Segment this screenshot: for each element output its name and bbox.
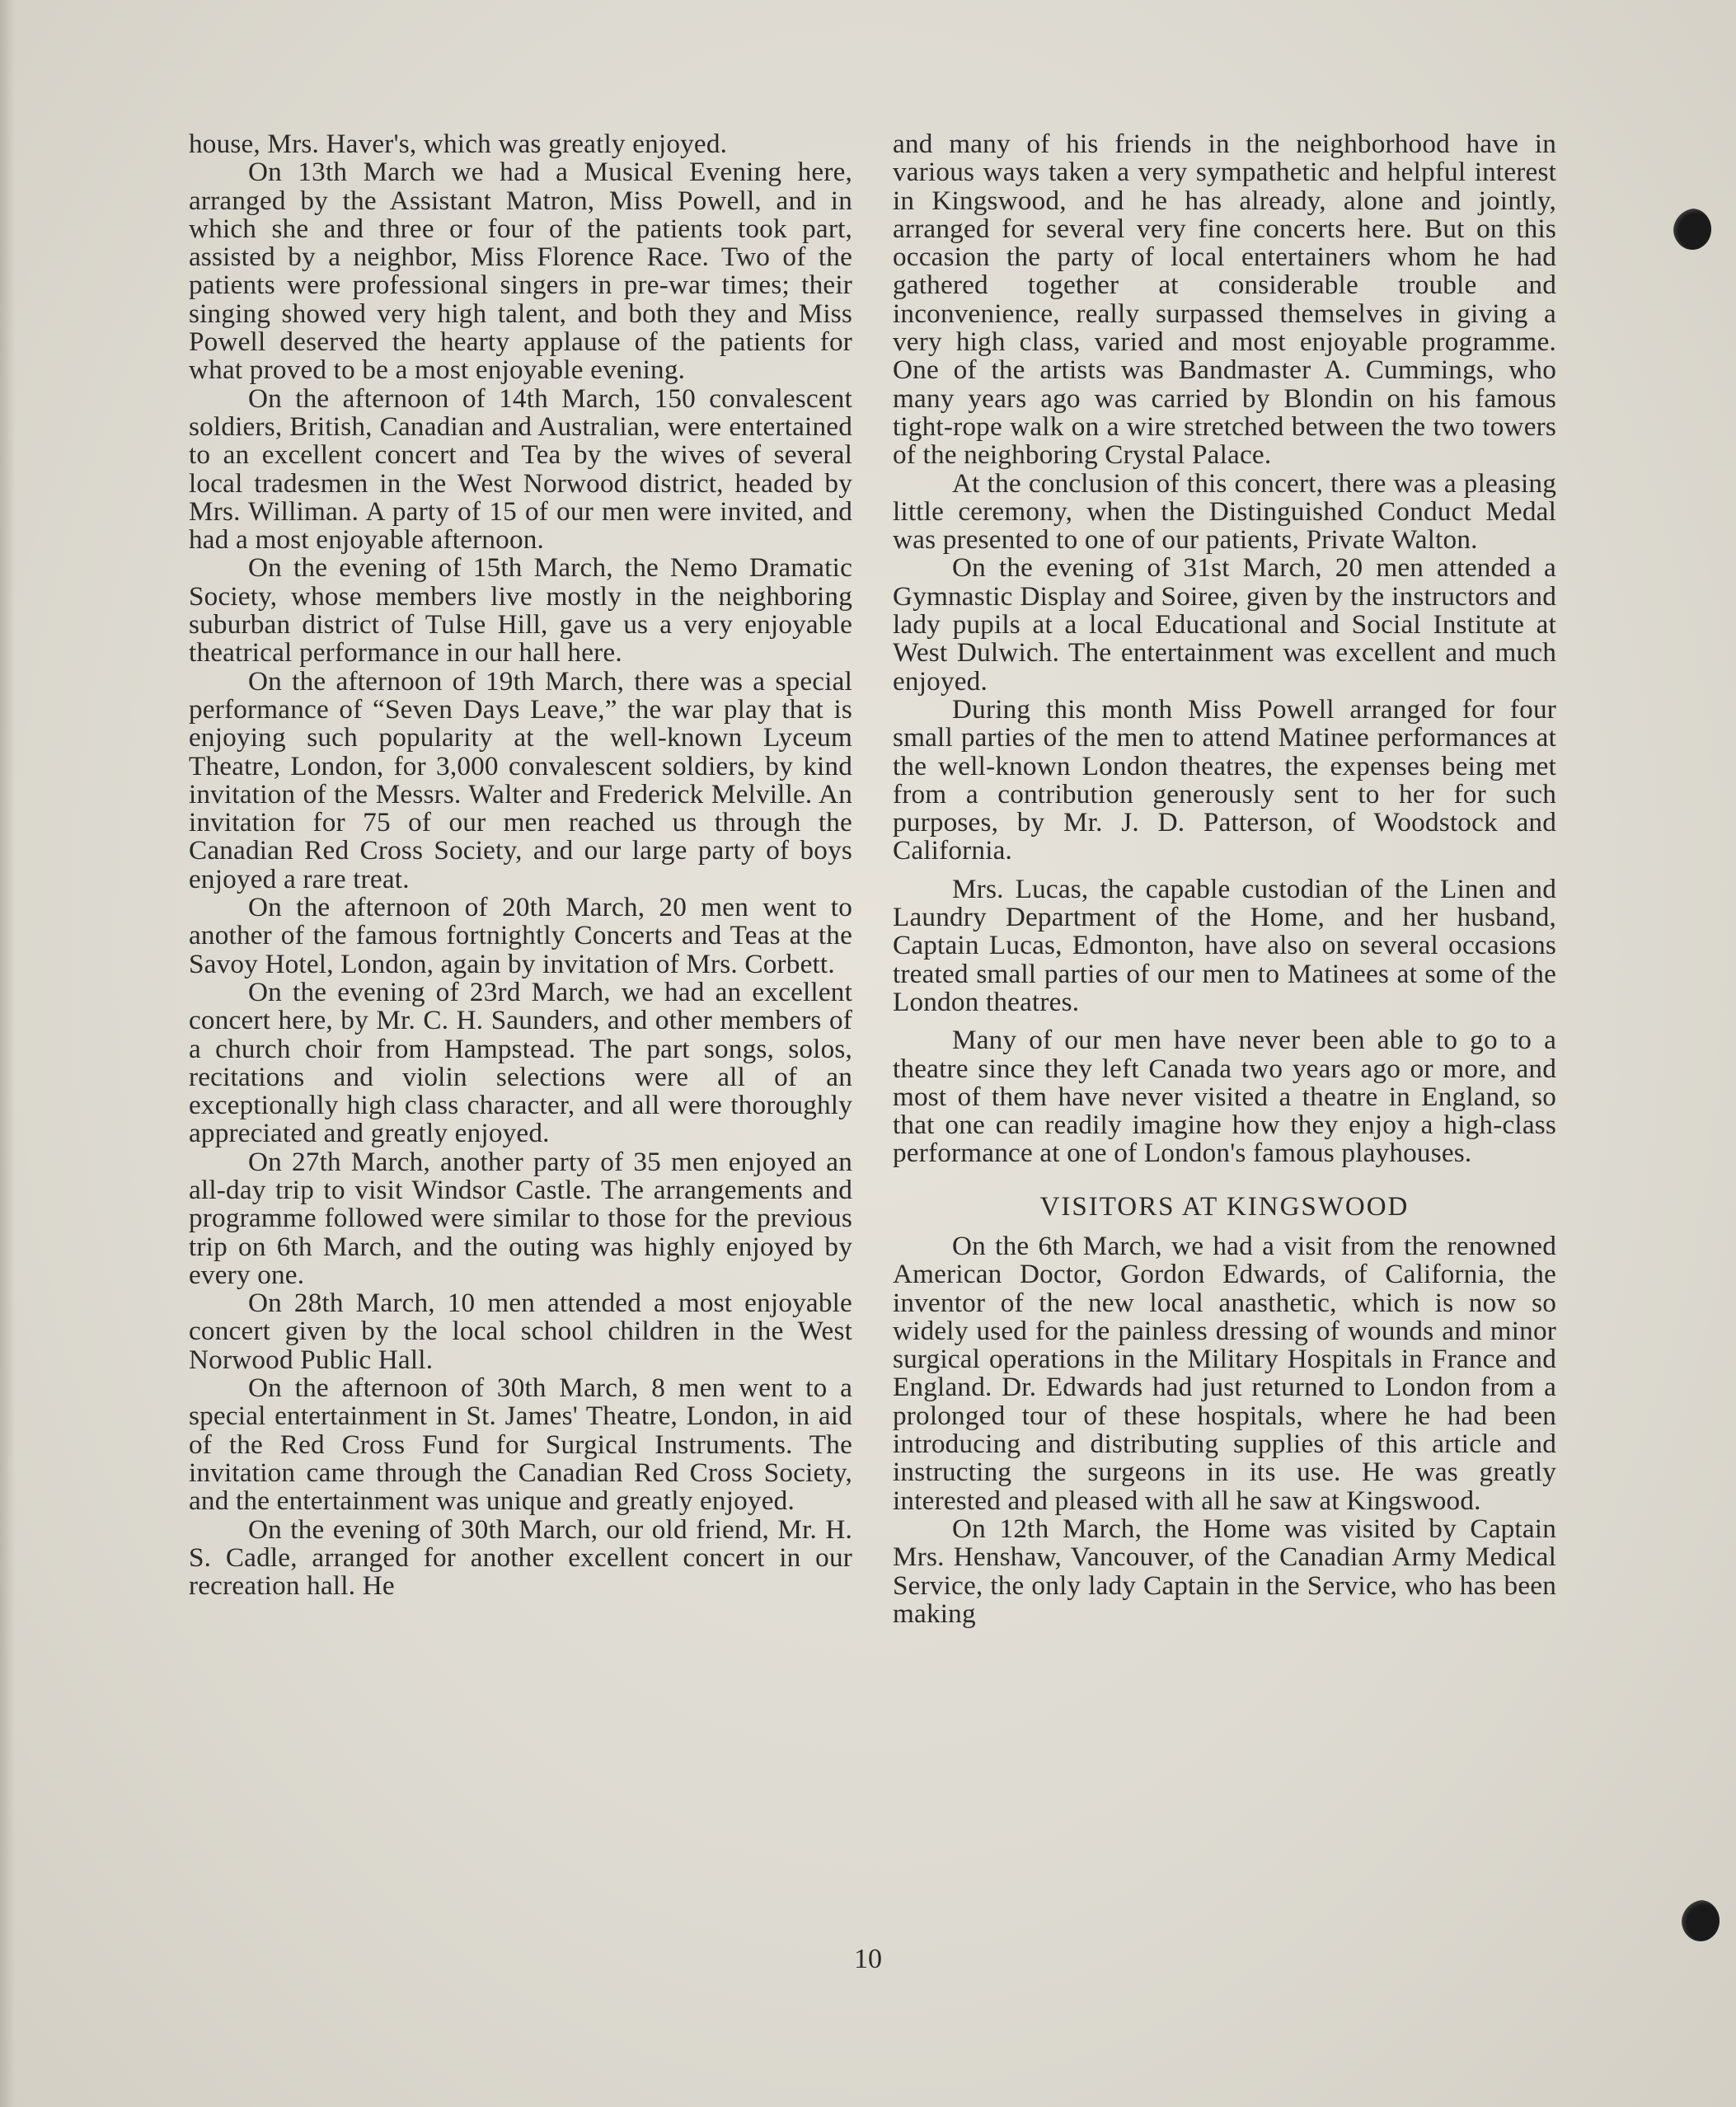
paragraph: and many of his friends in the neighborhood have in various ways taken a very sympathetic and helpful interest in Kingswood, and he has already, alone and jointly, arranged for several very fine concerts here. But on this occasion the party of local entertainers whom he had gathered together at considerable trouble and inconvenience, really surpassed themselves in giving a very high class, varied and most enjoyable programme. One of the artists was Bandmaster A. Cummings, who many years ago was carried by Blondin on his famous tight-rope walk on a wire stretched between the two towers of the neighboring Crystal Palace. [893,129,1556,471]
paragraph: At the conclusion of this concert, there was a pleasing little ceremony, when the Distinguished Conduct Medal was presented to one of our patients, Private Walton. [893,467,1556,556]
binding-edge-shadow [0,0,15,2107]
paragraph: Many of our men have never been able to go to a theatre since they left Canada two years ago or more, and most of them have never visited a theatre in England, so that one can readily imagine how they enjoy a high-class performance at one of London's famous playhouses. [893,1025,1556,1169]
paragraph: On the afternoon of 30th March, 8 men went to a special entertainment in St. James' Theatre, London, in aid of the Red Cross Fund for Surgical Instruments. The invitation came through the Canadian Red Cross Society, and the entertainment was unique and greatly enjoyed. [189,1373,852,1517]
paragraph: On 13th March we had a Musical Evening here, arranged by the Assistant Matron, Miss Powell, and in which she and three or four of the patients took part, assisted by a neighbor, Miss Florence Race. Two of the patients were professional singers in pre-war times; their singing showed very high talent, and both they and Miss Powell deserved the hearty applause of the patients for what proved to be a most enjoyable evening. [189,157,852,386]
paragraph: house, Mrs. Haver's, which was greatly enjoyed. [189,129,728,159]
paragraph: On the evening of 30th March, our old friend, Mr. H. S. Cadle, arranged for another excellent concert in our recreation hall. He [189,1513,852,1602]
paragraph: On 28th March, 10 men attended a most enjoyable concert given by the local school children in the West Norwood Public Hall. [189,1288,852,1375]
page-number: 10 [854,1944,882,1974]
punch-hole [1673,209,1711,250]
paragraph: On 12th March, the Home was visited by Captain Mrs. Henshaw, Vancouver, of the Canadian Army Medical Service, the only lady Captain in the Service, who has been making [893,1513,1556,1629]
paragraph: On the afternoon of 20th March, 20 men went to another of the famous fortnightly Concerts and Teas at the Savoy Hotel, London, again by invitation of Mrs. Corbett. [189,892,852,979]
paragraph: On the afternoon of 19th March, there was a special performance of “Seven Days Leave,” the war play that is enjoying such popularity at the well-known Lyceum Theatre, London, for 3,000 convalescent soldiers, by kind invitation of the Messrs. Walter and Frederick Melville. An invitation for 75 of our men reached us through the Canadian Red Cross Society, and our large party of boys enjoyed a rare treat. [189,665,852,894]
paragraph: On the evening of 23rd March, we had an excellent concert here, by Mr. C. H. Saunders, and other members of a church choir from Hampstead. The part songs, solos, recitations and violin selections were all of an exceptionally high class character, and all were thoroughly appreciated and greatly enjoyed. [189,976,852,1149]
left-column [189,130,852,1600]
punch-hole [1682,1900,1720,1941]
paragraph: On the evening of 15th March, the Nemo Dramatic Society, whose members live mostly in the neighboring suburban district of Tulse Hill, gave us a very enjoyable theatrical performance in our hall here. [189,552,852,669]
paragraph: On 27th March, another party of 35 men enjoyed an all-day trip to visit Windsor Castle. The arrangements and programme followed were similar to those for the previous trip on 6th March, and the outing was highly enjoyed by every one. [189,1146,852,1290]
paragraph: Mrs. Lucas, the capable custodian of the Linen and Laundry Department of the Home, and her husband, Captain Lucas, Edmonton, have also on several occasions treated small parties of our men to Matinees at some of the London theatres. [893,873,1556,1017]
paragraph: During this month Miss Powell arranged for four small parties of the men to attend Matinee performances at the well-known London theatres, the expenses being met from a contribution generously sent to her for such purposes, by Mr. J. D. Patterson, of Woodstock and California. [893,693,1556,866]
paragraph: On the afternoon of 14th March, 150 convalescent soldiers, British, Canadian and Australian, were entertained to an excellent concert and Tea by the wives of several local tradesmen in the West Norwood district, headed by Mrs. Williman. A party of 15 of our men were invited, and had a most enjoyable afternoon. [189,382,852,556]
right-column [893,130,1556,1628]
paragraph: On the evening of 31st March, 20 men attended a Gymnastic Display and Soiree, given by the instructors and lady pupils at a local Educational and Social Institute at West Dulwich. The entertainment was excellent and much enjoyed. [893,552,1556,697]
section-heading: VISITORS AT KINGSWOOD [1039,1191,1410,1222]
paragraph: On the 6th March, we had a visit from the renowned American Doctor, Gordon Edwards, of California, the inventor of the new local anasthetic, which is now so widely used for the painless dressing of wounds and minor surgical operations in the Military Hospitals in France and England. Dr. Edwards had just returned to London from a prolonged tour of these hospitals, where he had been introducing and distributing supplies of this article and instructing the surgeons in its use. He was greatly interested and pleased with all he saw at Kingswood. [893,1230,1556,1516]
